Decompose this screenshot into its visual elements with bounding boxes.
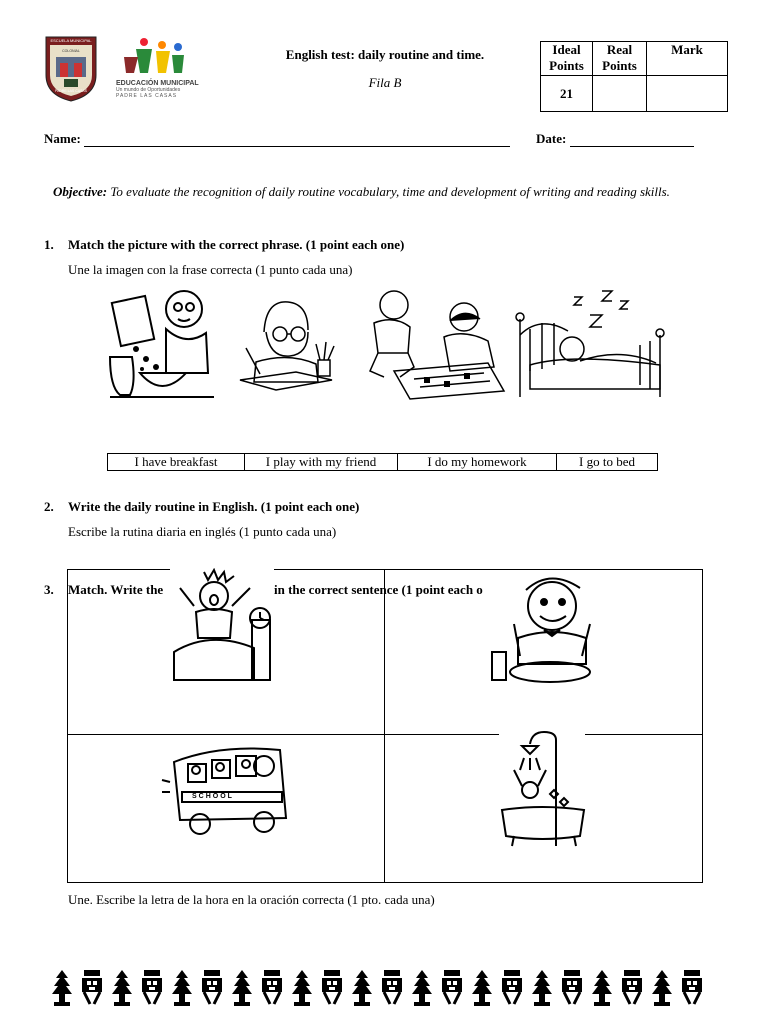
decorative-border-icon xyxy=(52,968,720,1008)
q1-subtitle: Une la imagen con la frase correcta (1 punto cada una) xyxy=(68,262,353,277)
girl-writing-image xyxy=(236,292,336,392)
answer-line-c[interactable] xyxy=(385,734,499,735)
boy-waking-up-image xyxy=(170,568,274,686)
name-field xyxy=(44,131,510,147)
date-field xyxy=(536,131,694,147)
name-input-line[interactable] xyxy=(84,133,510,147)
score-header-ideal: Ideal Points xyxy=(541,42,593,76)
objective-text: To evaluate the recognition of daily routine vocabulary, time and development of writing and reading skills. xyxy=(110,184,670,199)
boy-eating-image xyxy=(490,572,608,690)
answer-line-a[interactable] xyxy=(68,734,160,735)
q3-number: 3. xyxy=(44,582,54,597)
page-subtitle: Fila B xyxy=(368,75,402,90)
score-mark-value[interactable] xyxy=(647,76,728,112)
q2-subtitle: Escribe la rutina diaria en inglés (1 punto cada una) xyxy=(68,524,337,539)
bus-label: SCHOOL xyxy=(192,793,234,800)
education-logo-figures-icon xyxy=(116,37,206,75)
phrase-cell: I go to bed xyxy=(557,454,658,471)
score-real-value[interactable] xyxy=(593,76,647,112)
child-shower-image xyxy=(494,730,590,852)
date-input-line[interactable] xyxy=(570,133,694,147)
education-logo-line2: Un mundo de Oportunidades xyxy=(116,87,181,93)
phrase-cell: I play with my friend xyxy=(245,454,398,471)
date-label: Date: xyxy=(536,131,567,146)
phrase-cell: I have breakfast xyxy=(108,454,245,471)
q3-title-right: in the correct sentence (1 point each o xyxy=(274,582,483,597)
school-logo-sub: COLONIAL xyxy=(62,49,80,53)
grid-divider-vertical xyxy=(384,570,385,882)
education-logo xyxy=(116,37,206,101)
school-logo xyxy=(44,35,98,103)
education-logo-line3: PADRE LAS CASAS xyxy=(116,93,178,99)
score-header-mark: Mark xyxy=(647,42,728,76)
score-header-real: Real Points xyxy=(593,42,647,76)
score-ideal-value: 21 xyxy=(541,76,593,112)
cereal-boy-image xyxy=(106,287,218,401)
child-sleeping-bed-image xyxy=(510,285,670,403)
page-title: English test: daily routine and time. xyxy=(285,47,485,62)
q3-subtitle: Une. Escribe la letra de la hora en la oración correcta (1 pto. cada una) xyxy=(68,892,435,907)
q2-title: Write the daily routine in English. (1 point each one) xyxy=(68,499,360,514)
phrase-table xyxy=(107,453,658,471)
q3-title-left: Match. Write the xyxy=(68,582,164,597)
q1-number: 1. xyxy=(44,237,54,252)
name-label: Name: xyxy=(44,131,81,146)
boys-playing-game-image xyxy=(364,287,510,401)
score-table xyxy=(540,41,728,112)
phrase-cell: I do my homework xyxy=(398,454,557,471)
q2-number: 2. xyxy=(44,499,54,514)
education-logo-line1: EDUCACIÓN MUNICIPAL xyxy=(116,80,199,87)
q1-title: Match the picture with the correct phrase. (1 point each one) xyxy=(68,237,405,252)
objective xyxy=(53,184,670,200)
school-bus-image xyxy=(160,740,290,844)
answer-line-d[interactable] xyxy=(585,734,701,735)
answer-line-b[interactable] xyxy=(291,734,383,735)
objective-label: Objective: xyxy=(53,184,108,199)
school-logo-bottom: PADRE LAS CASAS xyxy=(54,89,88,93)
school-logo-name: ESCUELA MUNICIPAL xyxy=(50,38,92,43)
